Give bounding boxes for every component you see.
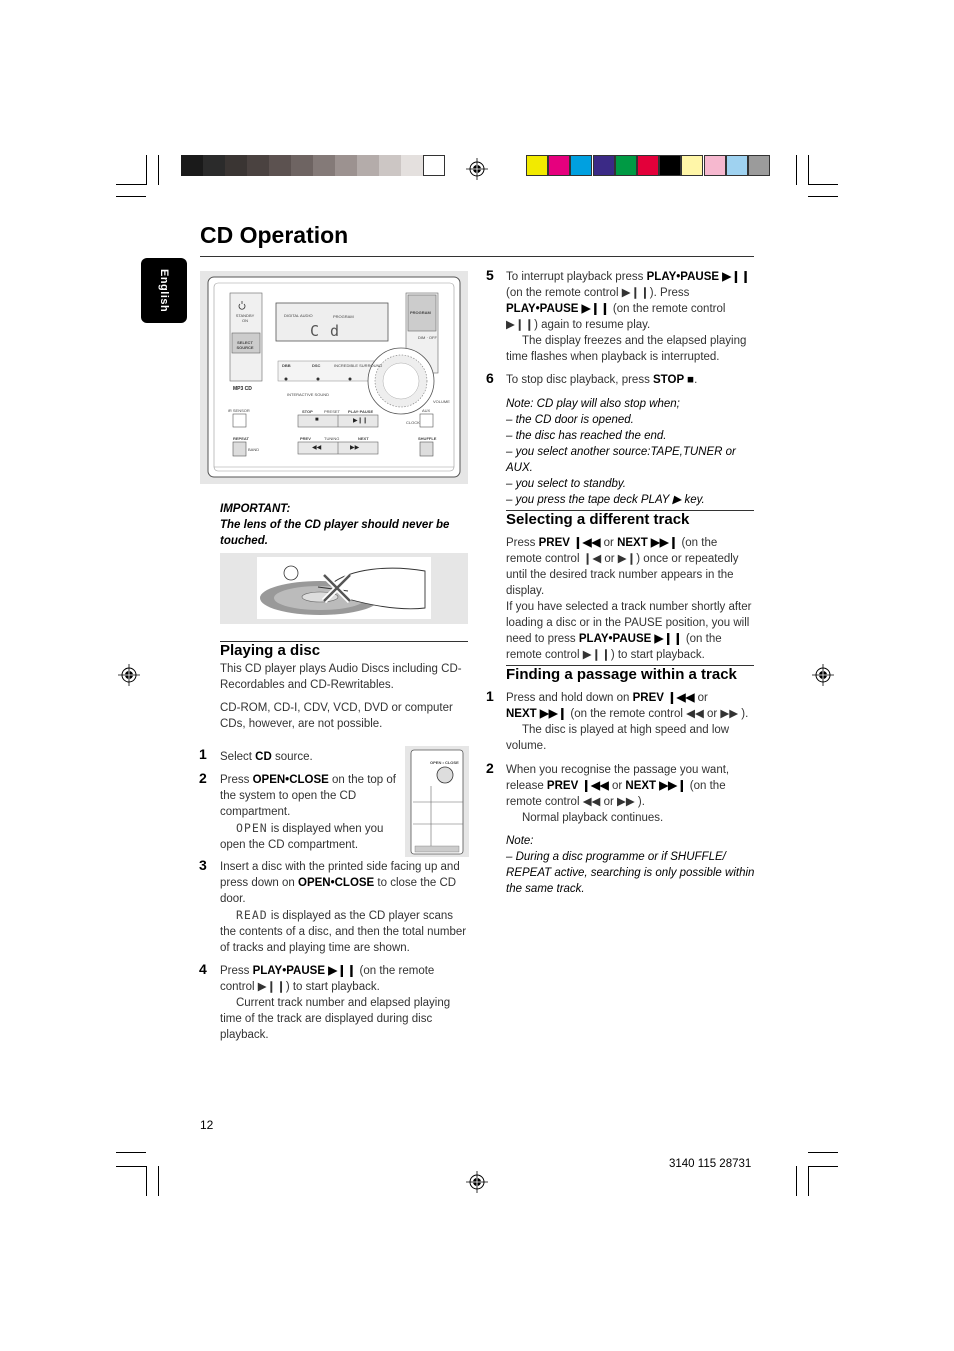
interactive-sound-label: INTERACTIVE SOUND — [287, 392, 330, 397]
color-swatch — [548, 155, 570, 176]
color-swatch — [526, 155, 548, 176]
lens-warning-illustration — [220, 553, 468, 624]
page-title: CD Operation — [200, 222, 349, 248]
tuning-label: TUNING — [324, 436, 340, 441]
color-swatch — [726, 155, 748, 176]
stop-note-list — [506, 412, 756, 508]
lcd-open-text: OPEN — [235, 821, 268, 835]
playing-intro: This CD player plays Audio Discs including CD-Recordables and CD-Rewritables. — [220, 663, 462, 691]
step-5-text: To interrupt playback press PLAY•PAUSE ▶❙❙ (on the remote control ▶❙❙). Press PLAY•PAUSE ▶❙❙ (on the remote control ▶❙❙) again to resume play. The display freezes and the elapsed playing time flashes when playback is interrupted. — [506, 271, 751, 363]
gray-swatch — [181, 155, 203, 176]
important-label: IMPORTANT: — [220, 503, 291, 515]
shuffle-button-label[interactable]: SHUFFLE — [418, 436, 437, 441]
search-note-text: – During a disc programme or if SHUFFLE/ REPEAT active, searching is only possible within the same track. — [506, 851, 755, 895]
stop-note-item: – you select another source:TAPE,TUNER or AUX. — [506, 446, 736, 474]
step-number: 1 — [486, 688, 494, 704]
color-swatch — [637, 155, 659, 176]
stop-note-item: – you select to standby. — [506, 478, 626, 490]
next-button[interactable]: ▶▶ — [350, 445, 360, 451]
step-number: 4 — [199, 961, 207, 977]
stop-note-title: Note: CD play will also stop when; — [506, 398, 680, 410]
select-source-button[interactable]: SELECT SOURCE — [236, 340, 254, 350]
color-swatch — [615, 155, 637, 176]
open-close-button[interactable]: OPEN • CLOSE — [430, 760, 459, 765]
color-swatch — [593, 155, 615, 176]
registration-mark-icon — [812, 664, 834, 686]
step-number: 2 — [199, 770, 207, 786]
finding-heading: Finding a passage within a track — [506, 666, 737, 683]
gray-swatch — [269, 155, 291, 176]
color-swatch — [570, 155, 592, 176]
next-label: NEXT — [358, 436, 369, 441]
program-button[interactable]: PROGRAM — [410, 310, 431, 315]
lcd-readout: C d — [310, 322, 341, 340]
device-illustration — [200, 271, 468, 484]
clock-label: CLOCK — [406, 420, 420, 425]
page-number: 12 — [200, 1118, 214, 1132]
step-number: 2 — [486, 760, 494, 776]
registration-mark-icon — [466, 158, 488, 180]
important-text: The lens of the CD player should never be touched. — [220, 519, 450, 547]
mp3-cd-logo: MP3 CD — [233, 386, 252, 392]
document-code: 3140 115 28731 — [669, 1158, 752, 1170]
play-pause-label: PLAY·PAUSE — [348, 409, 374, 414]
dsc-button[interactable]: DSC — [312, 363, 321, 368]
playing-heading: Playing a disc — [220, 642, 321, 659]
incredible-surround-button[interactable]: INCREDIBLE SURROUND — [334, 363, 383, 368]
prev-label: PREV — [300, 436, 311, 441]
band-label: BAND — [248, 447, 260, 452]
ir-sensor-label: iR SENSOR — [228, 408, 250, 413]
gray-swatch — [379, 155, 401, 176]
repeat-button-label[interactable]: REPEAT — [233, 436, 249, 441]
step-6-text: To stop disc playback, press STOP ■. — [506, 374, 698, 386]
color-swatch — [748, 155, 770, 176]
gray-swatch — [291, 155, 313, 176]
finding-step-1: Press and hold down on PREV ❙◀◀ or NEXT ▶▶❙ (on the remote control ◀◀ or ▶▶ ). The disc is played at high speed and low volume. — [506, 692, 749, 752]
color-swatch — [704, 155, 726, 176]
open-close-illustration — [405, 746, 469, 857]
step-number: 1 — [199, 746, 207, 762]
step-number: 3 — [199, 857, 207, 873]
registration-mark-icon — [466, 1171, 488, 1193]
step-1-text: Select CD source. — [220, 751, 313, 763]
selecting-heading: Selecting a different track — [506, 511, 690, 528]
gray-swatch — [313, 155, 335, 176]
gray-swatch — [247, 155, 269, 176]
step-number: 5 — [486, 267, 494, 283]
search-note — [506, 833, 756, 897]
digital-audio-logo: DIGITAL AUDIO — [284, 313, 313, 318]
gray-swatch — [357, 155, 379, 176]
stop-label: STOP — [302, 409, 313, 414]
volume-label: VOLUME — [433, 399, 450, 404]
gray-swatch — [335, 155, 357, 176]
search-note-title: Note: — [506, 835, 534, 847]
lcd-read-text: READ — [235, 908, 268, 922]
stop-note — [506, 396, 756, 508]
aux-label: AUX — [422, 408, 431, 413]
important-note — [220, 501, 465, 549]
program-top-label: PROGRAM — [333, 314, 354, 319]
registration-mark-icon — [118, 664, 140, 686]
selecting-text: Press PREV ❙◀◀ or NEXT ▶▶❙ (on the remote control ❙◀ or ▶❙) once or repeatedly until the desired track number appears in the display. If you have selected a track number shortly after loading a disc or in the PAUSE position, you will need to press PLAY•PAUSE ▶❙❙ (on the remote control ▶❙❙) to start playback. — [506, 537, 752, 661]
stop-note-item: – the disc has reached the end. — [506, 430, 667, 442]
gray-swatch — [423, 155, 445, 176]
step-number: 6 — [486, 370, 494, 386]
preset-label: PRESET — [324, 409, 341, 414]
prev-button[interactable]: ◀◀ — [312, 445, 322, 451]
color-swatch — [659, 155, 681, 176]
standby-on-label[interactable]: STANDBY ON — [235, 313, 255, 323]
title-rule — [200, 256, 754, 257]
dbb-button[interactable]: DBB — [282, 363, 291, 368]
step-2-text: Press OPEN•CLOSE on the top of the system to open the CD compartment. OPEN is displayed when you open the CD compartment. — [220, 774, 396, 851]
language-tab: English — [141, 258, 187, 323]
dim-label: DIM · OFF — [418, 335, 437, 340]
gray-swatch — [225, 155, 247, 176]
gray-swatch — [203, 155, 225, 176]
stop-button[interactable]: ■ — [315, 417, 319, 423]
play-pause-button[interactable]: ▶❙❙ — [353, 418, 368, 424]
finding-step-2: When you recognise the passage you want, release PREV ❙◀◀ or NEXT ▶▶❙ (on the remote control ◀◀ or ▶▶ ). Normal playback continues. — [506, 764, 730, 824]
step-3-text: Insert a disc with the printed side facing up and press down on OPEN•CLOSE to close the CD door. READ is displayed as the CD player scans the contents of a disc, and then the total number of tracks and playing time are shown. — [220, 861, 467, 954]
stop-note-item: – you press the tape deck PLAY ▶ key. — [506, 494, 705, 506]
color-swatch — [681, 155, 703, 176]
step-4-text: Press PLAY•PAUSE ▶❙❙ (on the remote control ▶❙❙) to start playback. Current track number and elapsed playing time of the track are displayed during disc playback. — [220, 965, 451, 1041]
stop-note-item: – the CD door is opened. — [506, 414, 634, 426]
gray-swatch — [401, 155, 423, 176]
playing-not-supported: CD-ROM, CD-I, CDV, VCD, DVD or computer CDs, however, are not possible. — [220, 702, 453, 730]
